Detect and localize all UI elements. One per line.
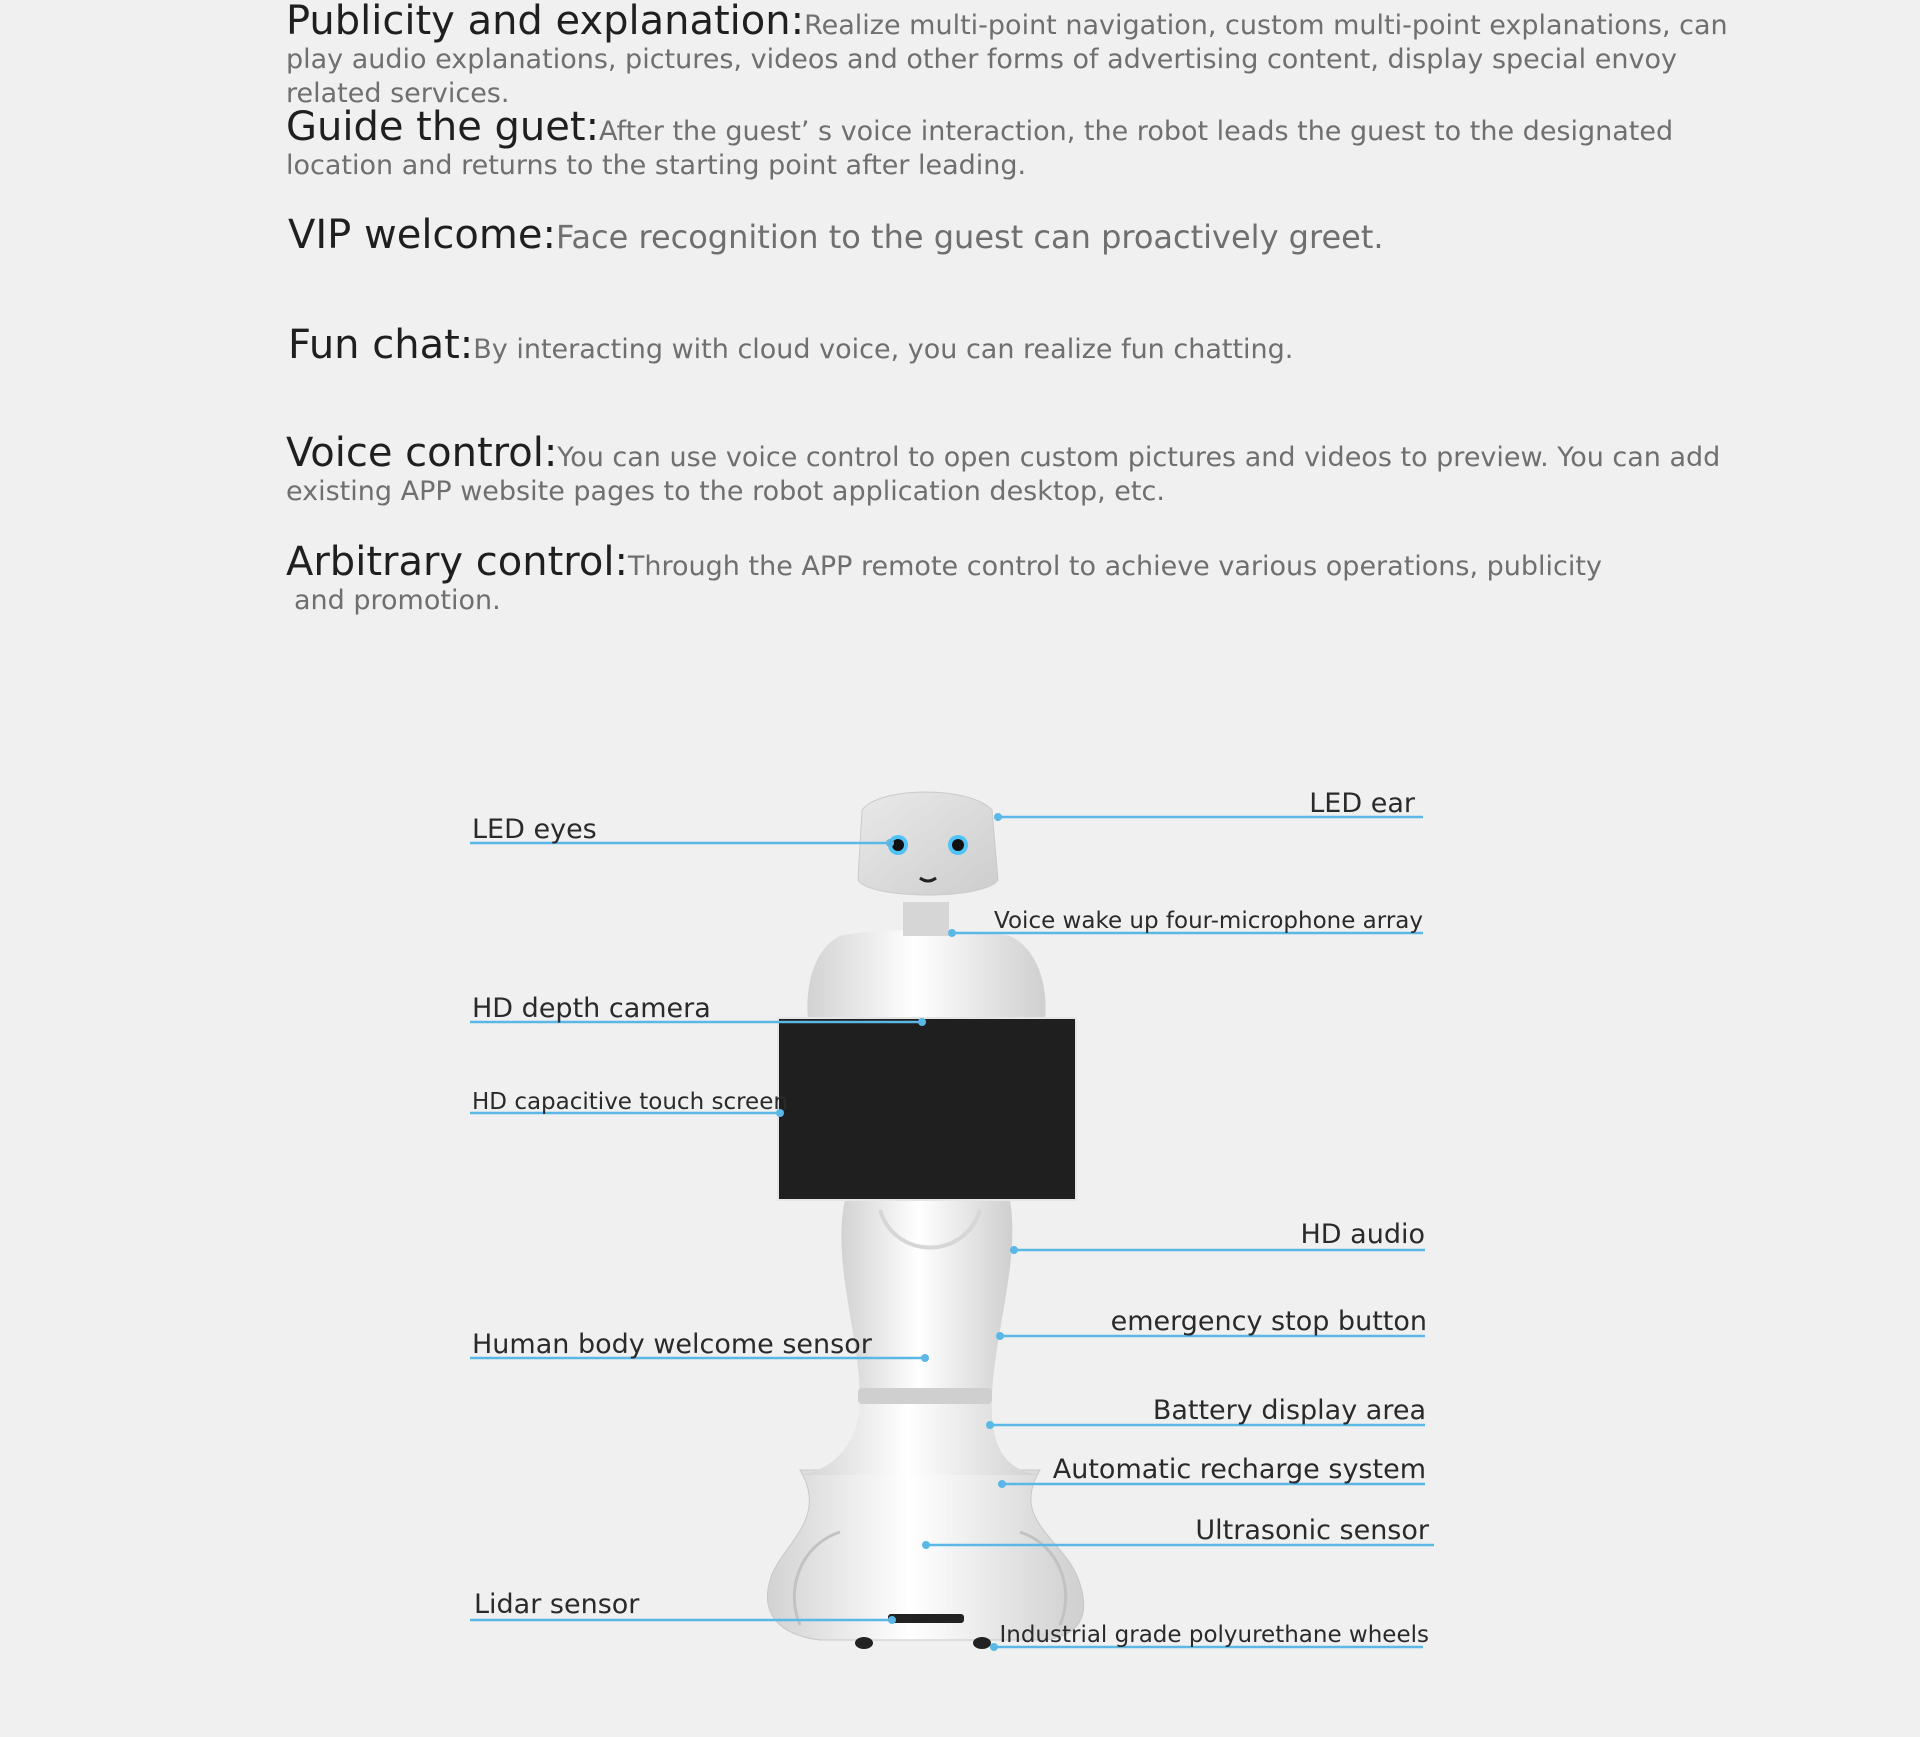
feature-text: Through the APP remote control to achieve various operations, publicity: [627, 551, 1602, 582]
label-touch-screen: HD capacitive touch screen: [472, 1089, 788, 1115]
label-ultrasonic: Ultrasonic sensor: [1195, 1515, 1429, 1546]
wheel-left: [855, 1637, 873, 1649]
feature-text: Realize multi-point navigation, custom multi-point explanations, can play audio explanations, pictures, videos and other forms of advertising content, display special envoy related services.: [286, 10, 1728, 109]
label-microphone: Voice wake up four-microphone array: [994, 908, 1423, 934]
feature-text: You can use voice control to open custom pictures and videos to preview. You can add existing APP website pages to the robot application desktop, etc.: [286, 442, 1721, 507]
feature-text: Face recognition to the guest can proactively greet.: [555, 218, 1384, 256]
label-recharge: Automatic recharge system: [1052, 1454, 1426, 1485]
feature-title: VIP welcome:: [288, 212, 556, 258]
feature-title: Fun chat:: [288, 322, 474, 368]
feature-text: By interacting with cloud voice, you can realize fun chatting.: [473, 334, 1294, 365]
touch-screen: [778, 1018, 1076, 1200]
feature-title: Arbitrary control:: [286, 539, 628, 585]
lidar-slot: [888, 1614, 964, 1623]
battery-ring: [858, 1388, 992, 1404]
feature-text: After the guest’ s voice interaction, the robot leads the guest to the designated location and returns to the starting point after leading.: [286, 116, 1674, 181]
robot-shoulders: [807, 930, 1045, 1020]
feature-title: Voice control:: [286, 430, 558, 476]
label-battery: Battery display area: [1152, 1395, 1426, 1426]
feature-title: Publicity and explanation:: [286, 0, 805, 44]
feature-title: Guide the guet:: [286, 104, 600, 150]
label-body-sensor: Human body welcome sensor: [472, 1329, 872, 1360]
label-lidar: Lidar sensor: [474, 1589, 640, 1620]
wheel-right: [973, 1637, 991, 1649]
label-hd-audio: HD audio: [1300, 1219, 1425, 1250]
label-hd-depth-camera: HD depth camera: [472, 993, 711, 1024]
label-estop: emergency stop button: [1110, 1306, 1427, 1337]
robot-neck: [903, 902, 949, 936]
feature-text-continued: and promotion.: [294, 585, 501, 616]
label-wheels: Industrial grade polyurethane wheels: [999, 1622, 1429, 1648]
robot-torso: [841, 1200, 1012, 1395]
label-led-eyes: LED eyes: [472, 814, 597, 845]
label-led-ear: LED ear: [1309, 788, 1415, 819]
robot-lower-body: [800, 1395, 1040, 1475]
